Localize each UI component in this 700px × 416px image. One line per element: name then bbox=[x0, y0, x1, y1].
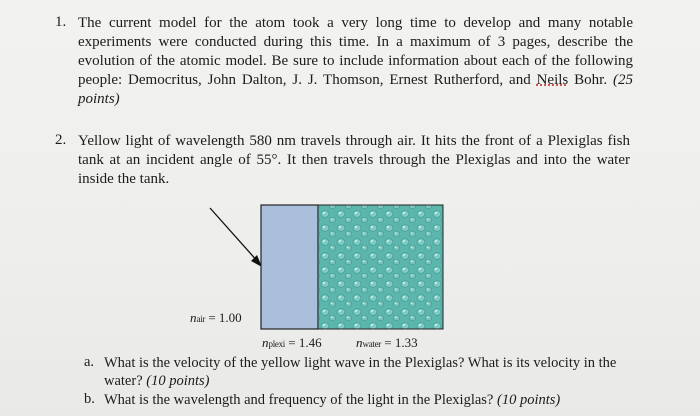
part-a-text bbox=[104, 354, 634, 390]
n-air-subscript: air bbox=[196, 314, 206, 324]
n-air-value: = 1.00 bbox=[208, 310, 242, 325]
part-a-points: (10 points) bbox=[146, 373, 210, 389]
question-1-number: 1. bbox=[55, 14, 67, 30]
n-water-value: = 1.33 bbox=[384, 335, 418, 350]
question-2-number: 2. bbox=[55, 132, 67, 148]
n-water-subscript: water bbox=[362, 339, 381, 349]
incident-ray bbox=[210, 208, 259, 263]
n-plexi-subscript: plexi bbox=[268, 339, 285, 349]
water-region bbox=[318, 205, 443, 329]
part-b-points: (10 points) bbox=[497, 392, 561, 408]
part-a-question: What is the velocity of the yellow light wave in the Plexiglas? What is its velocity in the water? bbox=[104, 355, 617, 389]
part-b-label: b. bbox=[84, 391, 95, 407]
question-1-underlined-name: Neils bbox=[536, 72, 569, 88]
n-air-label: nair = 1.00 bbox=[190, 310, 242, 325]
part-a-label: a. bbox=[84, 354, 95, 370]
question-1-body: The current model for the atom took a very long time to develop and many notable experiments were conducted during this time. In a maximum of 3 pages, describe the evolution of the atomic model. Be sure to include information about each of the following people: Democritus, John Dalton, J. J. Thomson, Ernest Rutherford, and bbox=[78, 15, 633, 88]
question-2-text: Yellow light of wavelength 580 nm travels through air. It hits the front of a Plexiglas fish tank at an incident angle of 55°. It then travels through the Plexiglas and into the water inside the tank. bbox=[78, 133, 630, 187]
n-plexi-value: = 1.46 bbox=[288, 335, 322, 350]
question-1-body-end: Bohr. bbox=[568, 72, 613, 88]
part-b-text bbox=[104, 391, 664, 409]
n-plexi-label: nplexi = 1.46 bbox=[262, 335, 322, 350]
n-water-label: nwater = 1.33 bbox=[356, 335, 418, 350]
plexiglas-block bbox=[261, 205, 318, 329]
part-b-question: What is the wavelength and frequency of the light in the Plexiglas? bbox=[104, 392, 494, 408]
question-1-points: (25 points) bbox=[78, 72, 633, 107]
